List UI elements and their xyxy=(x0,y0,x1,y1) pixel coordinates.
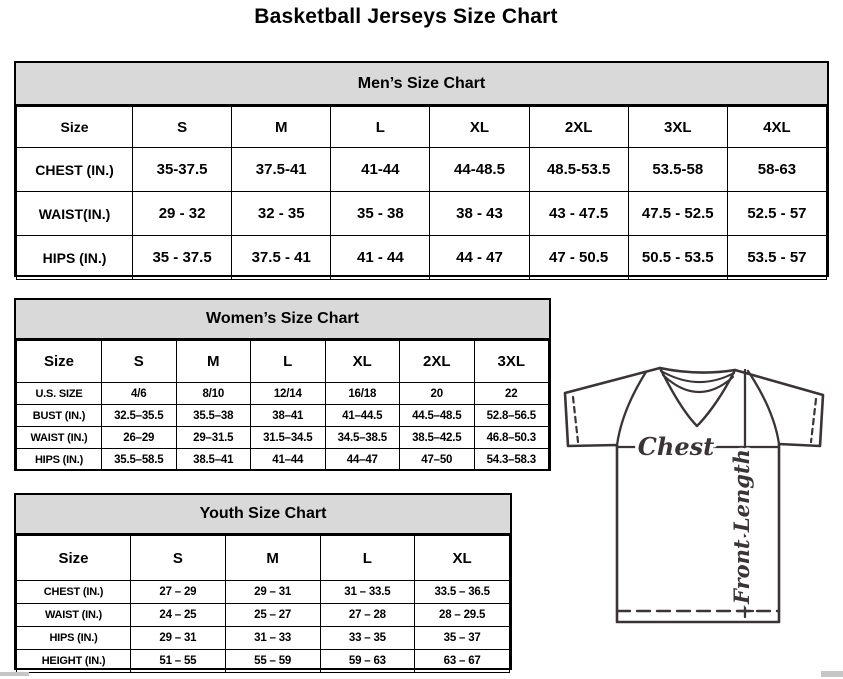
table-cell: 38–41 xyxy=(251,405,326,427)
table-cell: 22 xyxy=(474,383,549,405)
table-cell: 63 – 67 xyxy=(415,650,510,673)
table-cell: 41 - 44 xyxy=(331,236,430,280)
table-cell: 27 – 28 xyxy=(320,604,415,627)
column-header: Size xyxy=(17,341,102,383)
column-header: XL xyxy=(430,107,529,148)
table-cell: 27 – 29 xyxy=(131,581,226,604)
table-cell: 46.8–50.3 xyxy=(474,427,549,449)
table-row xyxy=(17,192,827,236)
youth-chart-title: Youth Size Chart xyxy=(16,495,510,535)
table-cell: 29 - 32 xyxy=(133,192,232,236)
table-cell: 25 – 27 xyxy=(225,604,320,627)
table-cell: 47 - 50.5 xyxy=(529,236,628,280)
column-header: M xyxy=(232,107,331,148)
column-header: 4XL xyxy=(727,107,826,148)
jersey-outline xyxy=(565,368,823,622)
row-label: CHEST (IN.) xyxy=(17,148,133,192)
table-cell: 37.5-41 xyxy=(232,148,331,192)
mens-chart-title: Men’s Size Chart xyxy=(16,63,827,106)
row-label: WAIST(IN.) xyxy=(17,192,133,236)
table-cell: 44 - 47 xyxy=(430,236,529,280)
header-row xyxy=(17,107,827,148)
table-cell: 58-63 xyxy=(727,148,826,192)
table-cell: 37.5 - 41 xyxy=(232,236,331,280)
table-cell: 33 – 35 xyxy=(320,627,415,650)
row-label: HEIGHT (IN.) xyxy=(17,650,131,673)
youth-size-chart xyxy=(14,493,512,670)
womens-table xyxy=(16,340,549,471)
table-cell: 8/10 xyxy=(176,383,251,405)
row-label: HIPS (IN.) xyxy=(17,236,133,280)
scrollbar-thumb-right[interactable] xyxy=(821,671,843,677)
table-cell: 38 - 43 xyxy=(430,192,529,236)
table-row xyxy=(17,650,510,673)
column-header: XL xyxy=(415,536,510,581)
table-cell: 53.5 - 57 xyxy=(727,236,826,280)
table-cell: 26–29 xyxy=(102,427,177,449)
table-cell: 31 – 33.5 xyxy=(320,581,415,604)
column-header: 3XL xyxy=(628,107,727,148)
table-cell: 41–44 xyxy=(251,449,326,471)
table-row xyxy=(17,405,549,427)
front-length-label: Front Length xyxy=(729,449,754,604)
table-cell: 38.5–42.5 xyxy=(400,427,475,449)
cuff-dash-right xyxy=(811,399,816,442)
row-label: BUST (IN.) xyxy=(17,405,102,427)
table-cell: 29 – 31 xyxy=(131,627,226,650)
mens-size-chart xyxy=(14,61,829,277)
table-row xyxy=(17,604,510,627)
table-cell: 52.5 - 57 xyxy=(727,192,826,236)
chest-label: Chest xyxy=(637,432,715,461)
table-row xyxy=(17,427,549,449)
table-cell: 41–44.5 xyxy=(325,405,400,427)
column-header: S xyxy=(102,341,177,383)
scrollbar-thumb-left[interactable] xyxy=(0,672,29,676)
table-cell: 53.5-58 xyxy=(628,148,727,192)
table-cell: 24 – 25 xyxy=(131,604,226,627)
table-cell: 35 - 38 xyxy=(331,192,430,236)
row-label: WAIST (IN.) xyxy=(17,604,131,627)
table-cell: 4/6 xyxy=(102,383,177,405)
header-row xyxy=(17,536,510,581)
table-cell: 29–31.5 xyxy=(176,427,251,449)
womens-table-header xyxy=(17,341,549,383)
column-header: 2XL xyxy=(529,107,628,148)
column-header: M xyxy=(176,341,251,383)
table-cell: 34.5–38.5 xyxy=(325,427,400,449)
row-label: HIPS (IN.) xyxy=(17,627,131,650)
page-title: Basketball Jerseys Size Chart xyxy=(254,5,558,28)
table-cell: 33.5 – 36.5 xyxy=(415,581,510,604)
table-cell: 51 – 55 xyxy=(131,650,226,673)
table-row xyxy=(17,148,827,192)
column-header: L xyxy=(320,536,415,581)
table-cell: 44–47 xyxy=(325,449,400,471)
table-row xyxy=(17,449,549,471)
column-header: S xyxy=(131,536,226,581)
youth-table-header xyxy=(17,536,510,581)
row-label: HIPS (IN.) xyxy=(17,449,102,471)
table-cell: 35-37.5 xyxy=(133,148,232,192)
table-cell: 43 - 47.5 xyxy=(529,192,628,236)
womens-size-chart xyxy=(14,298,551,471)
table-cell: 38.5–41 xyxy=(176,449,251,471)
column-header: Size xyxy=(17,536,131,581)
table-cell: 35.5–58.5 xyxy=(102,449,177,471)
table-cell: 48.5-53.5 xyxy=(529,148,628,192)
table-cell: 55 – 59 xyxy=(225,650,320,673)
table-cell: 47–50 xyxy=(400,449,475,471)
table-cell: 28 – 29.5 xyxy=(415,604,510,627)
table-cell: 35 – 37 xyxy=(415,627,510,650)
mens-table xyxy=(16,106,827,280)
header-row xyxy=(17,341,549,383)
table-cell: 20 xyxy=(400,383,475,405)
table-row xyxy=(17,383,549,405)
table-row xyxy=(17,236,827,280)
mens-table-header xyxy=(17,107,827,148)
womens-table-body xyxy=(17,383,549,471)
table-cell: 29 – 31 xyxy=(225,581,320,604)
column-header: 3XL xyxy=(474,341,549,383)
table-cell: 47.5 - 52.5 xyxy=(628,192,727,236)
youth-table-body xyxy=(17,581,510,673)
table-cell: 31 – 33 xyxy=(225,627,320,650)
table-cell: 32 - 35 xyxy=(232,192,331,236)
column-header: L xyxy=(331,107,430,148)
table-cell: 35.5–38 xyxy=(176,405,251,427)
column-header: M xyxy=(225,536,320,581)
table-cell: 16/18 xyxy=(325,383,400,405)
table-cell: 41-44 xyxy=(331,148,430,192)
column-header: Size xyxy=(17,107,133,148)
table-cell: 54.3–58.3 xyxy=(474,449,549,471)
table-cell: 31.5–34.5 xyxy=(251,427,326,449)
mens-table-body xyxy=(17,148,827,280)
table-cell: 35 - 37.5 xyxy=(133,236,232,280)
cuff-dash-left xyxy=(573,397,578,442)
jersey-measurement-diagram xyxy=(558,358,840,630)
table-cell: 44-48.5 xyxy=(430,148,529,192)
womens-chart-title: Women’s Size Chart xyxy=(16,300,549,340)
column-header: S xyxy=(133,107,232,148)
row-label: CHEST (IN.) xyxy=(17,581,131,604)
row-label: U.S. SIZE xyxy=(17,383,102,405)
column-header: XL xyxy=(325,341,400,383)
table-cell: 32.5–35.5 xyxy=(102,405,177,427)
table-row xyxy=(17,627,510,650)
table-cell: 12/14 xyxy=(251,383,326,405)
youth-table xyxy=(16,535,510,673)
column-header: 2XL xyxy=(400,341,475,383)
table-cell: 52.8–56.5 xyxy=(474,405,549,427)
table-row xyxy=(17,581,510,604)
table-cell: 44.5–48.5 xyxy=(400,405,475,427)
column-header: L xyxy=(251,341,326,383)
table-cell: 50.5 - 53.5 xyxy=(628,236,727,280)
row-label: WAIST (IN.) xyxy=(17,427,102,449)
table-cell: 59 – 63 xyxy=(320,650,415,673)
